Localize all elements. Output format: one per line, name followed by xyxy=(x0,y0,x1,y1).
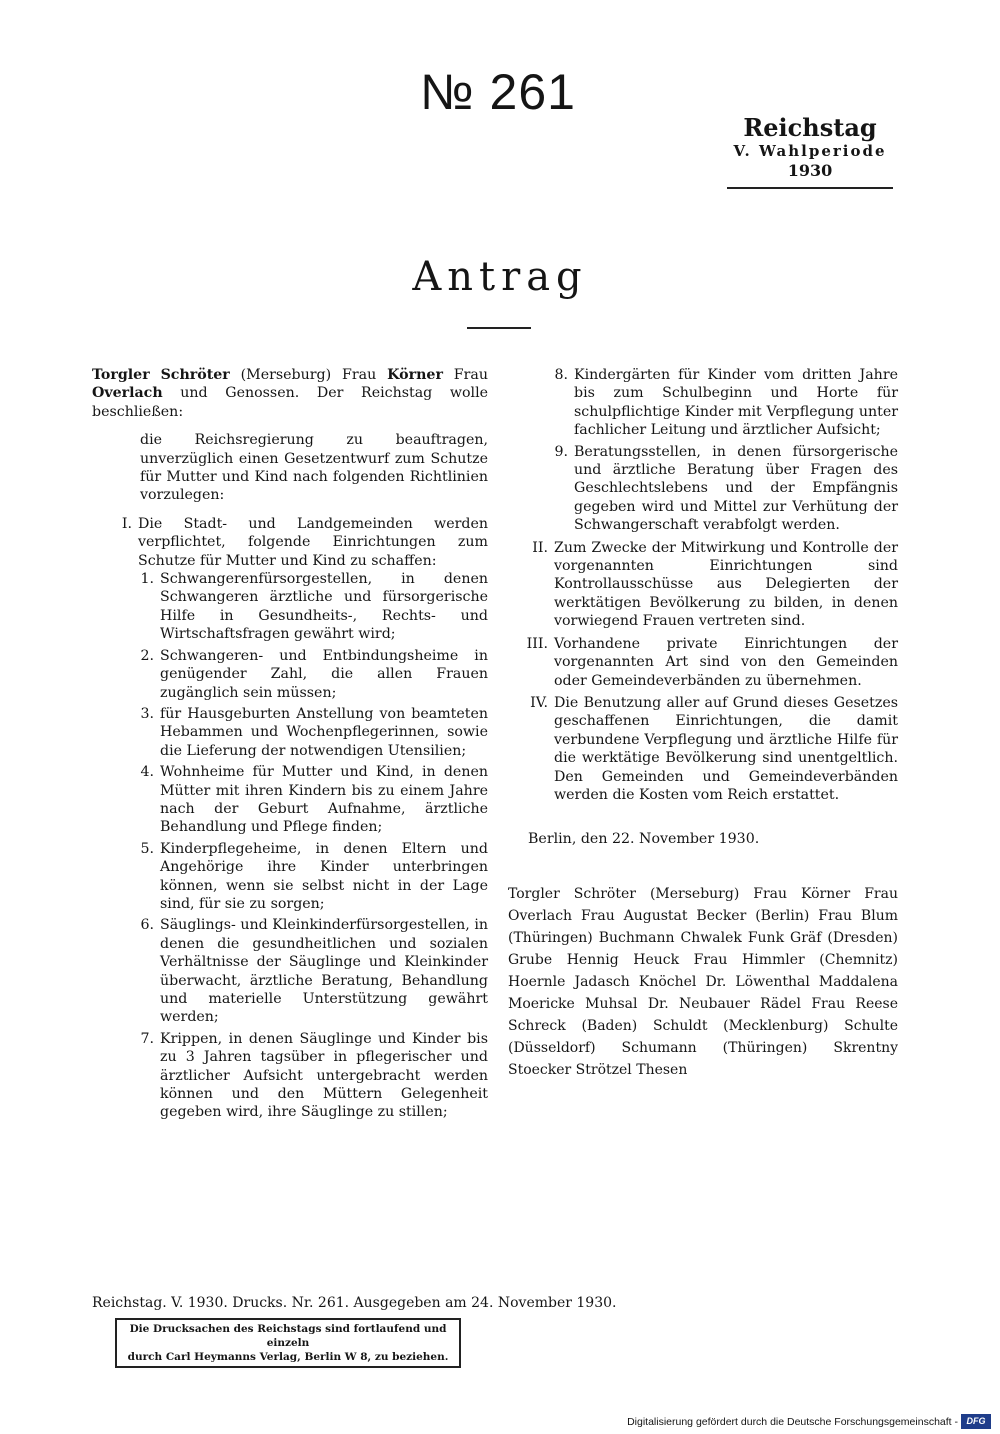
list-item xyxy=(546,366,898,440)
item-text: Wohnheime für Mutter und Kind, in denen Mütter mit ihren Kindern bis zu einem Jahre nach der Geburt Aufnahme, ärztliche Behandlung und Pflege finden; xyxy=(160,764,488,836)
motion-intro xyxy=(92,366,488,421)
right-column xyxy=(508,366,898,1081)
item-text: Schwangeren- und Entbindungsheime in genügender Zahl, die allen Frauen zugänglich sein müssen; xyxy=(160,647,488,701)
publisher-notice xyxy=(115,1318,461,1368)
signer-name: Schröter xyxy=(160,367,230,383)
item-text: für Hausgeburten Anstellung von beamteten Hebammen und Wochenpflegerinnen, sowie die Lieferung der notwendigen Utensilien; xyxy=(160,705,488,759)
signer-name: Körner xyxy=(387,367,443,383)
section-IV xyxy=(508,694,898,804)
list-item xyxy=(132,916,488,1026)
facility-list-continued xyxy=(546,366,898,535)
publisher-notice-line: durch Carl Heymanns Verlag, Berlin W 8, zu beziehen. xyxy=(127,1351,449,1363)
list-item xyxy=(546,443,898,535)
section-text: Die Benutzung aller auf Grund dieses Gesetzes geschaffenen Einrichtungen, die damit verbundene Verpflegung und ärztliche Hilfe für die werktätige Bevölkerung sind unentgeltlich. Den Gemeinden und Gemeindeverbänden werden die Kosten vom Reich erstattet. xyxy=(554,694,898,803)
section-number: III. xyxy=(526,635,548,652)
section-text: Zum Zwecke der Mitwirkung und Kontrolle der vorgenannten Einrichtungen sind Kontrollausschüsse aus Delegierten der werktätigen Bevölkerung zu bilden, in denen vorwiegend Frauen vertreten sind. xyxy=(554,539,898,630)
list-item xyxy=(132,570,488,644)
list-item xyxy=(132,705,488,760)
digitization-note: Digitalisierung gefördert durch die Deutsche Forschungsgemeinschaft - xyxy=(627,1416,958,1428)
instruction-text: die Reichsregierung zu beauftragen, unverzüglich einen Gesetzentwurf zum Schutze für Mutter und Kind nach folgenden Richtlinien vorzulegen: xyxy=(140,432,488,504)
header-rule xyxy=(727,187,893,189)
list-item xyxy=(132,763,488,837)
item-number: 3. xyxy=(140,705,154,722)
section-text: Vorhandene private Einrichtungen der vorgenannten Art sind von den Gemeinden oder Gemeindeverbänden zu übernehmen. xyxy=(554,635,898,689)
page-title: Antrag xyxy=(412,254,588,300)
item-text: Beratungsstellen, in denen fürsorgerische und ärztliche Beratung über Fragen des Geschlechtslebens und der Empfängnis gegeben wird und Mittel zur Verhütung der Schwangerschaft verabfolgt werden. xyxy=(574,443,898,534)
item-number: 8. xyxy=(554,367,568,383)
list-item xyxy=(132,647,488,702)
electoral-period: V. Wahlperiode xyxy=(733,142,887,160)
dfg-logo-icon: DFG xyxy=(961,1414,991,1429)
intro-text: Frau xyxy=(453,367,489,383)
section-III xyxy=(508,635,898,690)
item-text: Krippen, in denen Säuglinge und Kinder bis zu 3 Jahren tagsüber in pflegerischer und ärztlicher Aufsicht untergebracht werden können und den Müttern Gelegenheit gegeben wird, ihre Säuglinge zu stillen; xyxy=(160,1030,488,1121)
publisher-notice-line: Die Drucksachen des Reichstags sind fortlaufend und einzeln xyxy=(129,1323,447,1349)
item-number: 9. xyxy=(554,443,568,460)
signer-name: Torgler xyxy=(92,367,150,383)
facility-list xyxy=(132,570,488,1122)
section-I xyxy=(92,515,488,570)
title-divider xyxy=(467,327,531,329)
item-text: Säuglings- und Kleinkinderfürsorgestellen, in denen die gesundheitlichen und sozialen Verhältnisse der Säuglinge und Kleinkinder überwacht, ärztliche Beratung, Behandlung und materielle Unterstützung gewährt werden; xyxy=(160,917,488,1026)
section-number: II. xyxy=(532,539,548,556)
document-number: № 261 xyxy=(420,64,576,120)
intro-text: und Genossen. Der Reichstag wolle beschließen: xyxy=(92,385,489,420)
item-number: 5. xyxy=(140,840,154,857)
section-number: I. xyxy=(121,515,132,532)
print-reference: Reichstag. V. 1930. Drucks. Nr. 261. Ausgegeben am 24. November 1930. xyxy=(92,1295,617,1311)
list-item xyxy=(132,840,488,914)
item-number: 1. xyxy=(140,571,154,588)
reichstag-label: Reichstag xyxy=(743,113,877,142)
section-text: Die Stadt- und Landgemeinden werden verpflichtet, folgende Einrichtungen zum Schutze für Mutter und Kind zu schaffen: xyxy=(138,515,488,569)
intro-text: (Merseburg) Frau xyxy=(240,367,377,383)
item-number: 7. xyxy=(140,1030,154,1047)
section-number: IV. xyxy=(530,694,548,711)
left-column xyxy=(92,366,488,1125)
section-II xyxy=(508,539,898,631)
item-number: 6. xyxy=(140,917,154,934)
signer-name: Overlach xyxy=(92,385,163,402)
section-list xyxy=(508,539,898,805)
item-text: Kindergärten für Kinder vom dritten Jahre bis zum Schulbeginn und Horte für schulpflichtige Kinder mit Verpflegung unter fachlicher Leitung und ärztlicher Aufsicht; xyxy=(574,367,898,439)
list-item xyxy=(132,1030,488,1122)
item-number: 4. xyxy=(140,764,154,781)
item-number: 2. xyxy=(140,647,154,664)
signatories: Torgler Schröter (Merseburg) Frau Körner Frau Overlach Frau Augustat Becker (Berlin) Frau Blum (Thüringen) Buchmann Chwalek Funk Gräf (Dresden) Grube Hennig Heuck Frau Himmler (Chemnitz) Hoernle Jadasch Knöchel Dr. Löwenthal Maddalena Moericke Muhsal Dr. Neubauer Rädel Frau Reese Schreck (Baden) Schuldt (Mecklenburg) Schulte (Düsseldorf) Schumann (Thüringen) Skrentny Stoecker Strötzel Thesen xyxy=(508,885,898,1078)
item-text: Schwangerenfürsorgestellen, in denen Schwangeren ärztliche und fürsorgerische Hilfe in Gesundheits-, Rechts- und Wirtschaftsfragen gewährt wird; xyxy=(160,571,488,643)
year-label: 1930 xyxy=(787,161,833,180)
item-text: Kinderpflegeheime, in denen Eltern und Angehörige ihre Kinder unterbringen können, wenn sie selbst nicht in der Lage sind, für sie zu sorgen; xyxy=(160,840,488,912)
place-date: Berlin, den 22. November 1930. xyxy=(528,831,760,848)
